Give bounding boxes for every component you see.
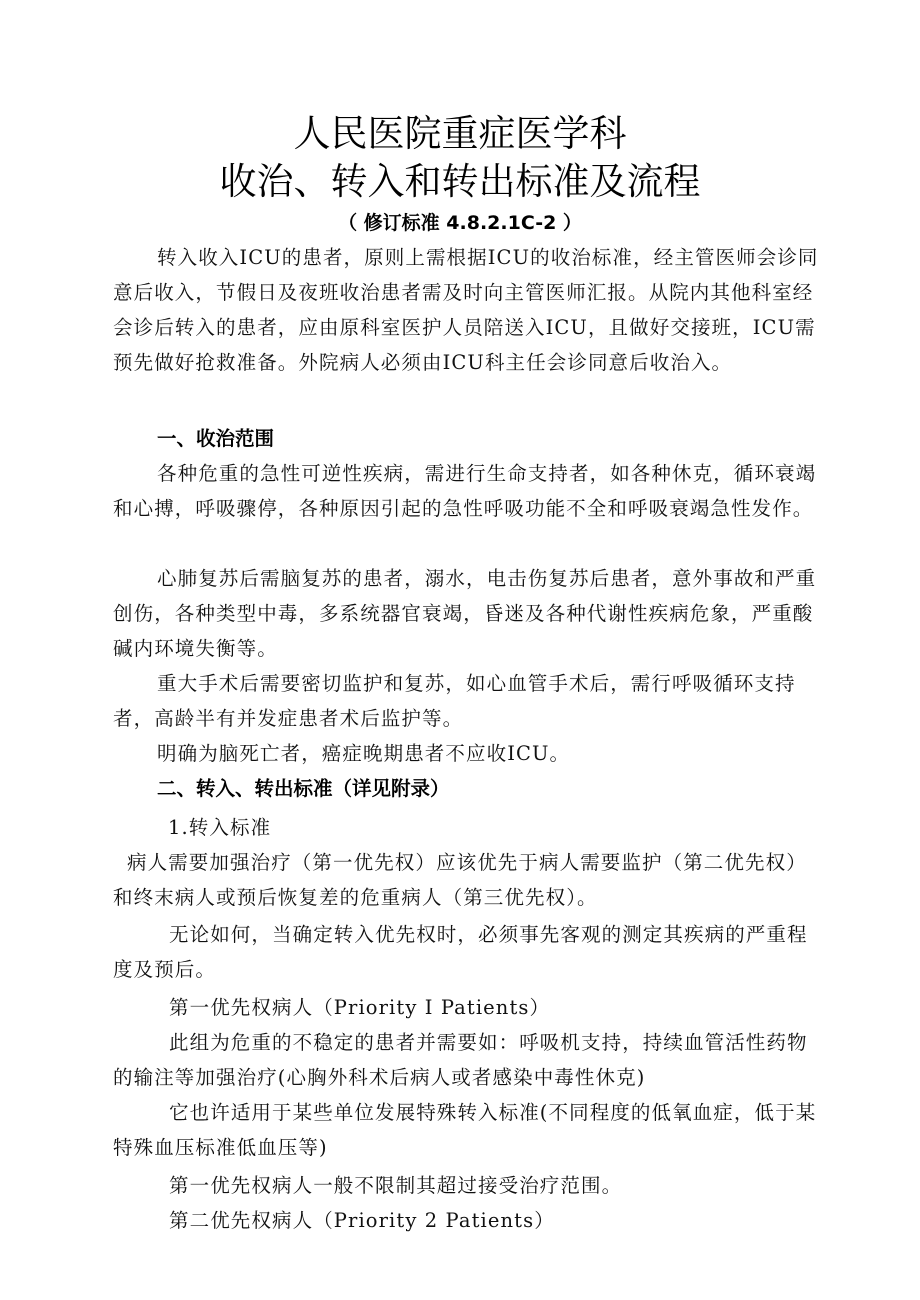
section2-paragraph-4: 此组为危重的不稳定的患者并需要如：呼吸机支持，持续血管活性药物的输注等加强治疗(心胸外科术后病人或者感染中毒性休克) [113, 1031, 808, 1089]
section1-paragraph-3: 重大手术后需要密切监护和复苏，如心血管手术后，需行呼吸循环支持者，高龄半有并发症患者术后监护等。 [113, 672, 796, 730]
section2-paragraph-5: 它也许适用于某些单位发展特殊转入标准(不同程度的低氧血症，低于某特殊血压标准低血压等) [113, 1101, 817, 1159]
section1-paragraph-4: 明确为脑死亡者，癌症晚期患者不应收ICU。 [157, 742, 571, 765]
section2-paragraph-1: 病人需要加强治疗（第一优先权）应该优先于病人需要监护（第二优先权）和终末病人或预后恢复差的危重病人（第三优先权）。 [113, 851, 807, 909]
section1-heading: 一、收治范围 [157, 427, 275, 450]
section2-paragraph-7: 第二优先权病人（Priority 2 Patients） [169, 1209, 555, 1232]
section2-paragraph-6: 第一优先权病人一般不限制其超过接受治疗范围。 [169, 1174, 623, 1197]
section1-paragraph-1: 各种危重的急性可逆性疾病，需进行生命支持者，如各种休克，循环衰竭和心搏，呼吸骤停，各种原因引起的急性呼吸功能不全和呼吸衰竭急性发作。 [113, 462, 817, 520]
section2-paragraph-3: 第一优先权病人（Priority I Patients） [169, 996, 551, 1019]
intro-paragraph: 转入收入ICU的患者，原则上需根据ICU的收治标准，经主管医师会诊同意后收入，节假日及夜班收治患者需及时向主管医师汇报。从院内其他科室经会诊后转入的患者，应由原科室医护人员陪送入ICU，且做好交接班，ICU需预先做好抢救准备。外院病人必须由ICU科主任会诊同意后收治入。 [113, 246, 819, 374]
section2-paragraph-2: 无论如何，当确定转入优先权时，必须事先客观的测定其疾病的严重程度及预后。 [113, 923, 808, 981]
section2-sub1-label: 1.转入标准 [168, 816, 272, 839]
document-title-line1: 人民医院重症医学科 [293, 112, 627, 155]
section1-paragraph-2: 心肺复苏后需脑复苏的患者，溺水，电击伤复苏后患者，意外事故和严重创伤，各种类型中毒，多系统器官衰竭，昏迷及各种代谢性疾病危象，严重酸碱内环境失衡等。 [113, 567, 817, 660]
document-title-line2: 收治、转入和转出标准及流程 [219, 160, 701, 203]
section2-heading: 二、转入、转出标准（详见附录） [157, 777, 450, 800]
revision-standard-subtitle: （ 修订标准 4.8.2.1C-2 ） [338, 212, 582, 234]
